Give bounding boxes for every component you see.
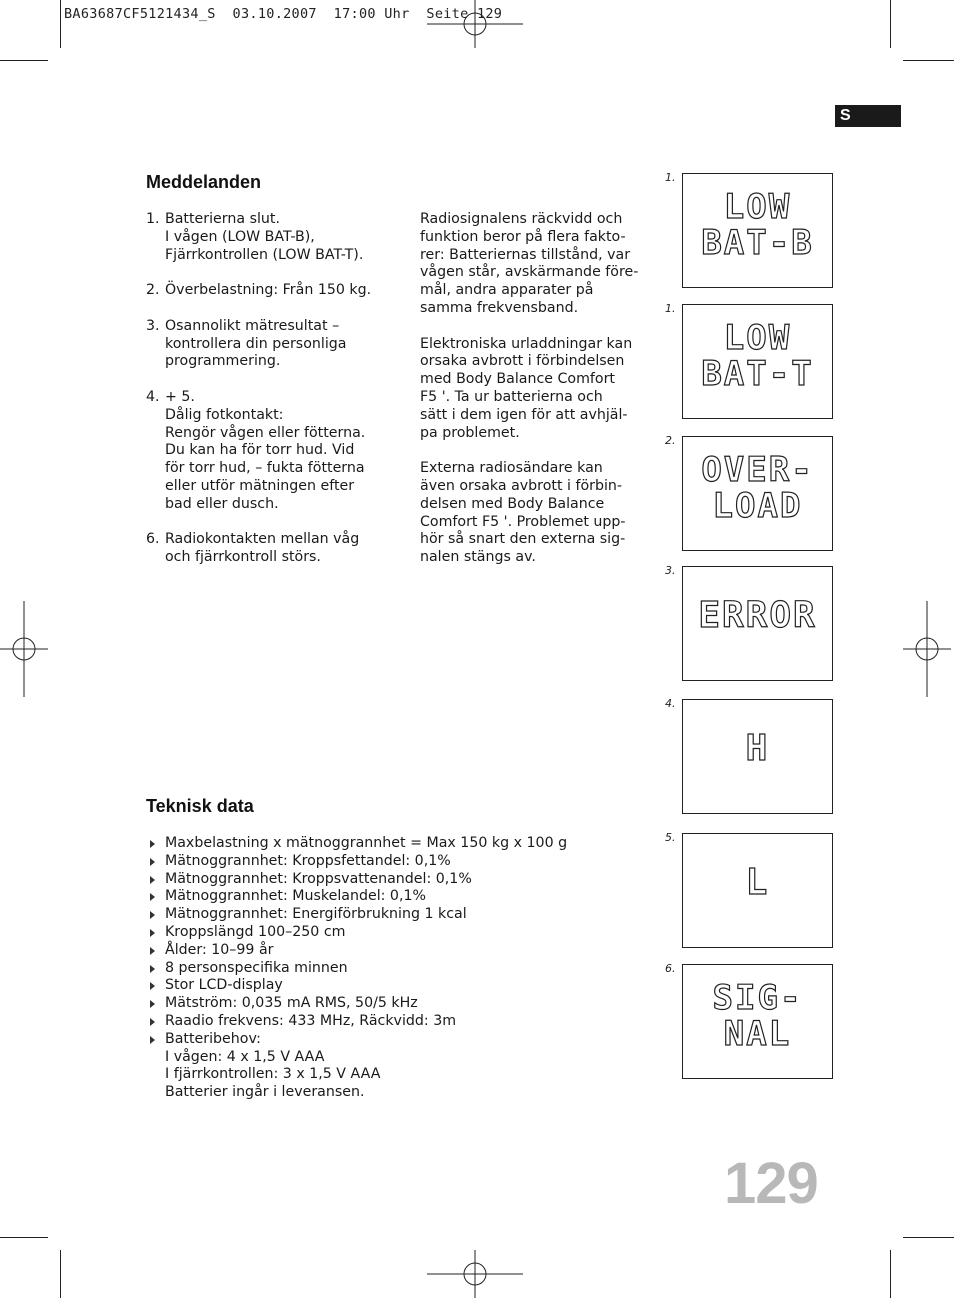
paragraph-line: pa problemet. bbox=[420, 424, 520, 441]
message-text: för torr hud, – fukta fötterna bbox=[165, 460, 365, 477]
message-text: och fjärrkontroll störs. bbox=[165, 549, 321, 566]
message-text: Dålig fotkontakt: bbox=[165, 406, 284, 423]
message-text: Radiokontakten mellan våg bbox=[165, 531, 360, 548]
panel-label: 1. bbox=[665, 171, 676, 184]
message-number: 6. bbox=[146, 531, 160, 548]
message-text: Batterierna slut. bbox=[165, 211, 280, 227]
message-number: 4. bbox=[146, 388, 160, 405]
paragraph-line: vågen står, avskärmande före- bbox=[420, 264, 639, 281]
spec-item bbox=[148, 853, 567, 871]
lcd-display-panel bbox=[682, 964, 833, 1079]
triangle-bullet-icon bbox=[150, 929, 155, 937]
triangle-bullet-icon bbox=[150, 965, 155, 973]
spec-text: Raadio frekvens: 433 MHz, Räckvidd: 3m bbox=[165, 1012, 457, 1029]
message-text: Överbelastning: Från 150 kg. bbox=[165, 282, 372, 299]
spec-text: Batterier ingår i leveransen. bbox=[165, 1084, 365, 1101]
paragraph-line: hör så snart den externa sig- bbox=[420, 531, 626, 548]
spec-text: I fjärrkontrollen: 3 x 1,5 V AAA bbox=[165, 1066, 381, 1083]
language-tab: S bbox=[835, 105, 901, 127]
message-number: 3. bbox=[146, 317, 160, 334]
info-paragraph bbox=[420, 211, 638, 318]
message-item bbox=[146, 318, 371, 371]
message-text: eller utför mätningen efter bbox=[165, 477, 355, 494]
crop-mark bbox=[60, 1250, 61, 1298]
lcd-display-panel bbox=[682, 566, 833, 681]
triangle-bullet-icon bbox=[150, 1018, 155, 1026]
section-heading-meddelanden: Meddelanden bbox=[146, 172, 262, 192]
lcd-row: BAT-T bbox=[701, 353, 814, 394]
paragraph-line: Comfort F5 '. Problemet upp- bbox=[420, 513, 626, 530]
triangle-bullet-icon bbox=[150, 1000, 155, 1008]
triangle-bullet-icon bbox=[150, 947, 155, 955]
message-text: programmering. bbox=[165, 353, 281, 370]
spec-item bbox=[148, 995, 567, 1013]
registration-mark-bottom bbox=[427, 1250, 523, 1298]
spec-item bbox=[148, 871, 567, 889]
paragraph-line: rer: Batteriernas tillstånd, var bbox=[420, 246, 631, 263]
lcd-row: BAT-B bbox=[701, 222, 814, 263]
paragraph-line: mål, andra apparater på bbox=[420, 282, 594, 299]
paragraph-line: med Body Balance Comfort bbox=[420, 371, 615, 388]
radio-info-column bbox=[420, 211, 638, 585]
lcd-text bbox=[683, 318, 832, 394]
page-number: 129 bbox=[724, 1151, 818, 1216]
triangle-bullet-icon bbox=[150, 876, 155, 884]
print-slug: BA63687CF5121434_S 03.10.2007 17:00 Uhr Seite 129 bbox=[64, 6, 503, 22]
panel-label: 3. bbox=[665, 564, 676, 577]
registration-mark-right bbox=[903, 601, 951, 697]
spec-item bbox=[148, 924, 567, 942]
spec-item bbox=[148, 977, 567, 995]
lcd-text bbox=[683, 730, 832, 768]
paragraph-line: även orsaka avbrott i förbin- bbox=[420, 477, 623, 494]
triangle-bullet-icon bbox=[150, 893, 155, 901]
lcd-text bbox=[683, 978, 832, 1054]
spec-item bbox=[148, 960, 567, 978]
message-text: bad eller dusch. bbox=[165, 495, 279, 512]
message-item bbox=[146, 211, 371, 264]
lcd-row: OVER- bbox=[701, 450, 814, 490]
panel-label: 5. bbox=[665, 831, 676, 844]
spec-item bbox=[148, 888, 567, 906]
spec-item bbox=[148, 1013, 567, 1031]
lcd-text bbox=[683, 187, 832, 263]
spec-text: Mätnoggrannhet: Kroppsvattenandel: 0,1% bbox=[165, 870, 472, 887]
message-text: Osannolikt mätresultat – bbox=[165, 317, 340, 334]
message-text: Du kan ha för torr hud. Vid bbox=[165, 442, 355, 459]
paragraph-line: sätt i dem igen för att avhjäl- bbox=[420, 406, 628, 423]
paragraph-line: orsaka avbrott i förbindelsen bbox=[420, 353, 625, 370]
spec-text: Kroppslängd 100–250 cm bbox=[165, 923, 346, 940]
registration-mark-left bbox=[0, 601, 48, 697]
info-paragraph bbox=[420, 336, 638, 443]
paragraph-line: Externa radiosändare kan bbox=[420, 460, 603, 477]
crop-mark bbox=[903, 1237, 954, 1238]
message-text: Rengör vågen eller fötterna. bbox=[165, 424, 366, 441]
paragraph-line: samma frekvensband. bbox=[420, 299, 579, 316]
crop-mark bbox=[0, 1237, 48, 1238]
triangle-bullet-icon bbox=[150, 1036, 155, 1044]
message-number: 2. bbox=[146, 282, 160, 299]
spec-text: Stor LCD-display bbox=[165, 977, 283, 994]
lcd-row: SIG- bbox=[712, 978, 803, 1018]
crop-mark bbox=[903, 60, 954, 61]
lcd-display-panel bbox=[682, 304, 833, 419]
crop-mark bbox=[890, 0, 891, 48]
spec-text: Mätström: 0,035 mA RMS, 50/5 kHz bbox=[165, 995, 418, 1012]
spec-text: Batteribehov: bbox=[165, 1030, 261, 1047]
crop-mark bbox=[0, 60, 48, 61]
paragraph-line: delsen med Body Balance bbox=[420, 495, 605, 512]
lcd-text bbox=[683, 450, 832, 526]
message-text: Fjärrkontrollen (LOW BAT-T). bbox=[165, 246, 364, 263]
message-item bbox=[146, 282, 371, 300]
panel-label: 2. bbox=[665, 434, 676, 447]
triangle-bullet-icon bbox=[150, 858, 155, 866]
spec-item bbox=[148, 906, 567, 924]
technical-data-list bbox=[148, 835, 567, 1102]
paragraph-line: nalen stängs av. bbox=[420, 549, 536, 566]
lcd-row: L bbox=[745, 862, 770, 903]
lcd-text bbox=[683, 864, 832, 902]
spec-item bbox=[148, 835, 567, 853]
panel-label: 6. bbox=[665, 962, 676, 975]
lcd-row: NAL bbox=[723, 1013, 792, 1054]
lcd-row: H bbox=[745, 728, 770, 769]
crop-mark bbox=[890, 1250, 891, 1298]
paragraph-line: Radiosignalens räckvidd och bbox=[420, 211, 623, 227]
spec-text: I vågen: 4 x 1,5 V AAA bbox=[165, 1048, 325, 1065]
message-text: + 5. bbox=[165, 388, 195, 405]
paragraph-line: F5 '. Ta ur batterierna och bbox=[420, 388, 603, 405]
lcd-row: ERROR bbox=[698, 595, 817, 636]
message-text: I vågen (LOW BAT-B), bbox=[165, 228, 315, 245]
spec-text: Mätnoggrannhet: Kroppsfettandel: 0,1% bbox=[165, 852, 451, 869]
triangle-bullet-icon bbox=[150, 911, 155, 919]
lcd-row: LOAD bbox=[712, 485, 803, 526]
lcd-display-panel bbox=[682, 699, 833, 814]
spec-text: Maxbelastning x mätnoggrannhet = Max 150 kg x 100 g bbox=[165, 835, 568, 851]
lcd-display-panel bbox=[682, 833, 833, 948]
spec-text: 8 personspecifika minnen bbox=[165, 959, 348, 976]
lcd-display-panel bbox=[682, 436, 833, 551]
spec-text: Mätnoggrannhet: Muskelandel: 0,1% bbox=[165, 888, 426, 905]
triangle-bullet-icon bbox=[150, 982, 155, 990]
info-paragraph bbox=[420, 460, 638, 567]
spec-item bbox=[148, 942, 567, 960]
messages-list bbox=[146, 211, 371, 585]
crop-mark bbox=[60, 0, 61, 48]
lcd-text bbox=[683, 597, 832, 635]
section-heading-teknisk-data: Teknisk data bbox=[146, 796, 254, 816]
message-text: kontrollera din personliga bbox=[165, 335, 347, 352]
panel-label: 1. bbox=[665, 302, 676, 315]
lcd-display-panel bbox=[682, 173, 833, 288]
paragraph-line: Elektroniska urladdningar kan bbox=[420, 335, 633, 352]
triangle-bullet-icon bbox=[150, 840, 155, 848]
message-item bbox=[146, 531, 371, 567]
spec-text: Ålder: 10–99 år bbox=[165, 941, 274, 958]
panel-label: 4. bbox=[665, 697, 676, 710]
lcd-row: LOW bbox=[723, 318, 792, 358]
message-item bbox=[146, 389, 371, 514]
lcd-row: LOW bbox=[723, 187, 792, 227]
spec-item bbox=[148, 1031, 567, 1102]
spec-text: Mätnoggrannhet: Energiförbrukning 1 kcal bbox=[165, 906, 467, 923]
message-number: 1. bbox=[146, 211, 160, 227]
paragraph-line: funktion beror på flera fakto- bbox=[420, 228, 626, 245]
